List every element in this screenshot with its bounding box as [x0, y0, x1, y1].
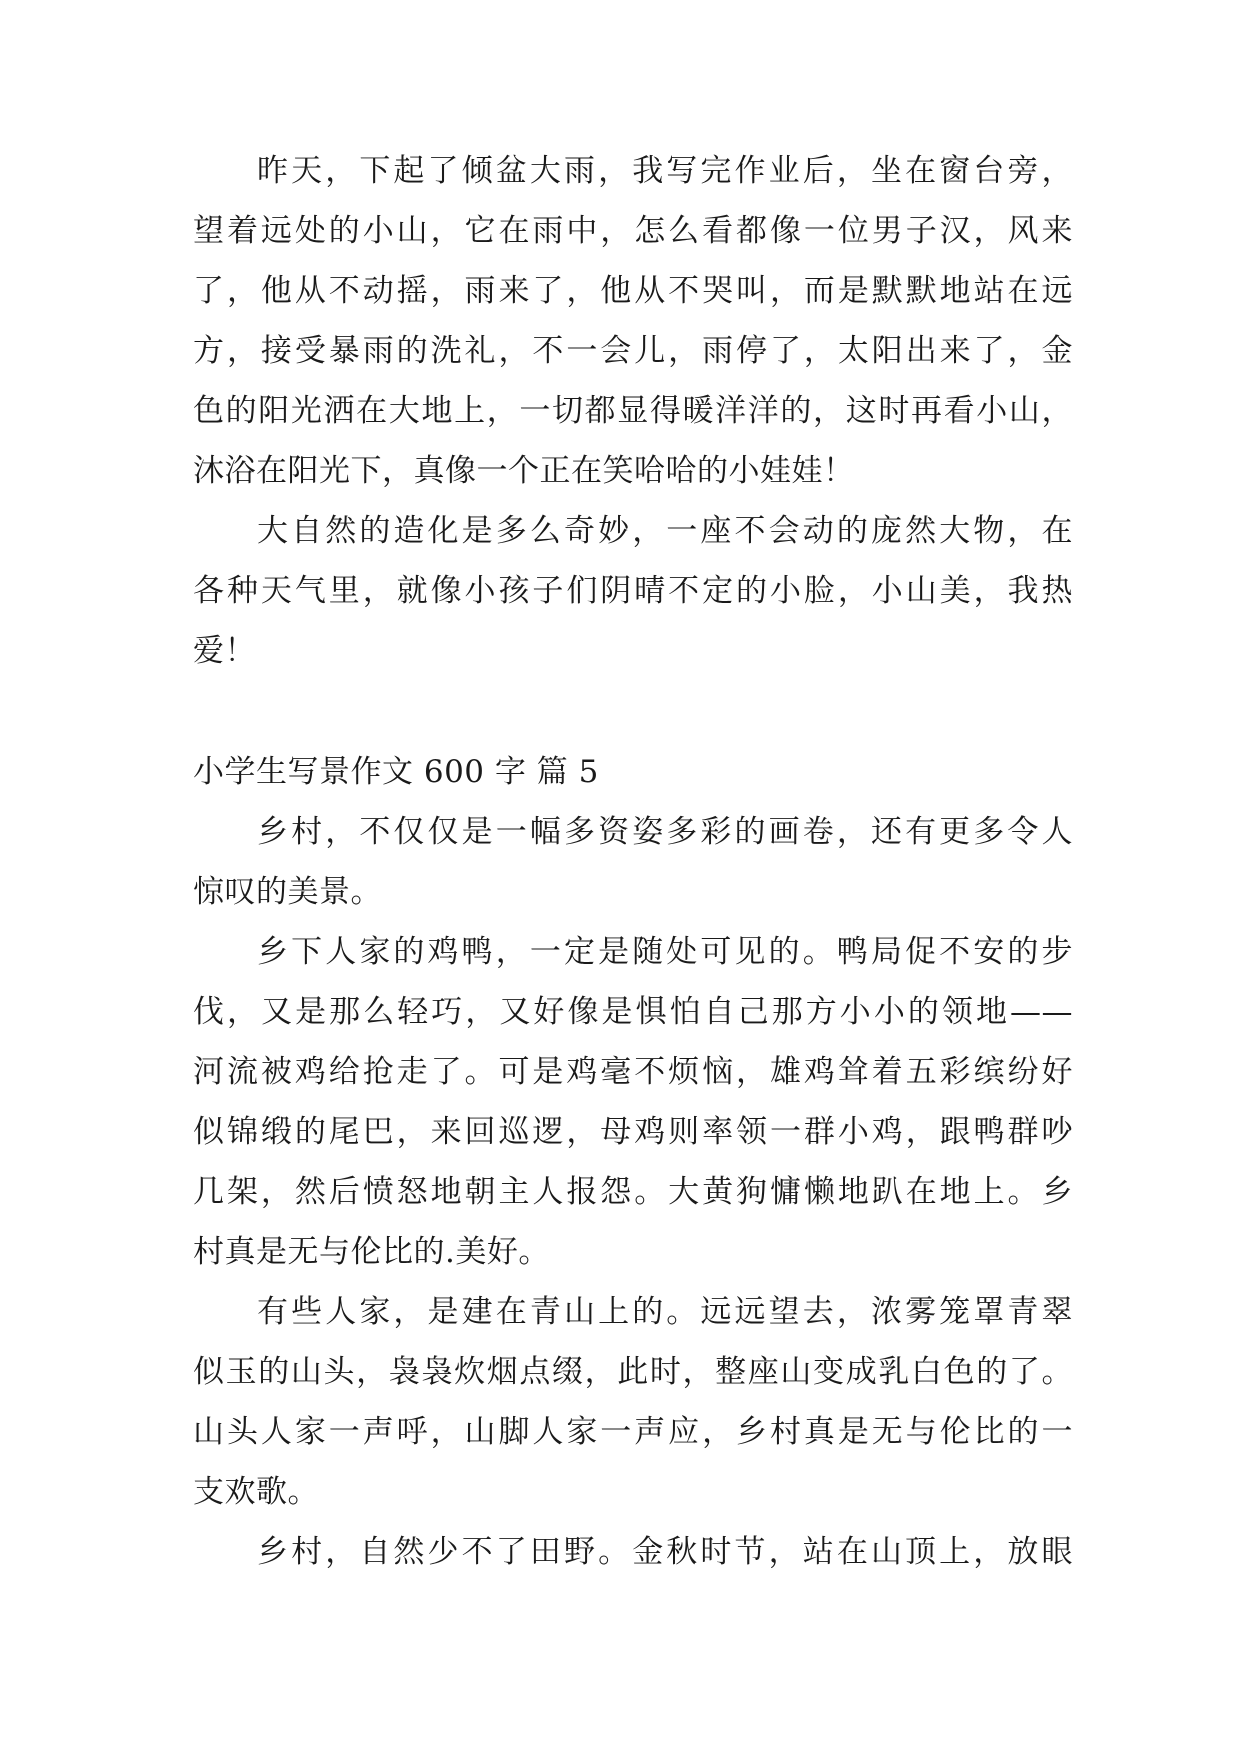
section-heading: 小学生写景作文 600 字 篇 5	[193, 754, 599, 790]
text-line: 惊叹的美景。	[193, 874, 382, 910]
text-line: 昨天，下起了倾盆大雨，我写完作业后，坐在窗台旁，	[257, 153, 1073, 189]
paragraph-fields	[193, 1522, 1073, 1582]
text-line: 爱！	[193, 633, 256, 669]
paragraph-nature	[193, 501, 1073, 681]
text-line: 各种天气里，就像小孩子们阴晴不定的小脸，小山美，我热	[193, 573, 1073, 609]
text-line: 几架，然后愤怒地朝主人报怨。大黄狗慵懒地趴在地上。乡	[193, 1174, 1073, 1210]
text-line: 村真是无与伦比的.美好。	[193, 1234, 550, 1270]
text-line: 乡村，不仅仅是一幅多资姿多彩的画卷，还有更多令人	[257, 814, 1073, 850]
text-line: 方，接受暴雨的洗礼，不一会儿，雨停了，太阳出来了，金	[193, 333, 1073, 369]
text-line: 似玉的山头，袅袅炊烟点缀，此时，整座山变成乳白色的了。	[193, 1354, 1073, 1390]
text-line: 河流被鸡给抢走了。可是鸡毫不烦恼，雄鸡耸着五彩缤纷好	[193, 1054, 1073, 1090]
text-line: 乡村，自然少不了田野。金秋时节，站在山顶上，放眼	[257, 1534, 1073, 1570]
text-line: 了，他从不动摇，雨来了，他从不哭叫，而是默默地站在远	[193, 273, 1073, 309]
text-line: 沐浴在阳光下，真像一个正在笑哈哈的小娃娃！	[193, 453, 855, 489]
text-line: 似锦缎的尾巴，来回巡逻，母鸡则率领一群小鸡，跟鸭群吵	[193, 1114, 1073, 1150]
paragraph-rainy-day	[193, 141, 1073, 501]
text-line: 色的阳光洒在大地上，一切都显得暖洋洋的，这时再看小山，	[193, 393, 1073, 429]
text-line: 有些人家，是建在青山上的。远远望去，浓雾笼罩青翠	[257, 1294, 1073, 1330]
text-line: 大自然的造化是多么奇妙，一座不会动的庞然大物，在	[257, 513, 1073, 549]
text-line: 伐，又是那么轻巧，又好像是惧怕自己那方小小的领地——	[193, 994, 1073, 1030]
text-line: 支欢歌。	[193, 1474, 319, 1510]
paragraph-village-intro	[193, 802, 1073, 922]
text-line: 山头人家一声呼，山脚人家一声应，乡村真是无与伦比的一	[193, 1414, 1073, 1450]
text-line: 望着远处的小山，它在雨中，怎么看都像一位男子汉，风来	[193, 213, 1073, 249]
paragraph-mountain-homes	[193, 1282, 1073, 1522]
paragraph-chickens-ducks	[193, 922, 1073, 1282]
text-line: 乡下人家的鸡鸭，一定是随处可见的。鸭局促不安的步	[257, 934, 1073, 970]
